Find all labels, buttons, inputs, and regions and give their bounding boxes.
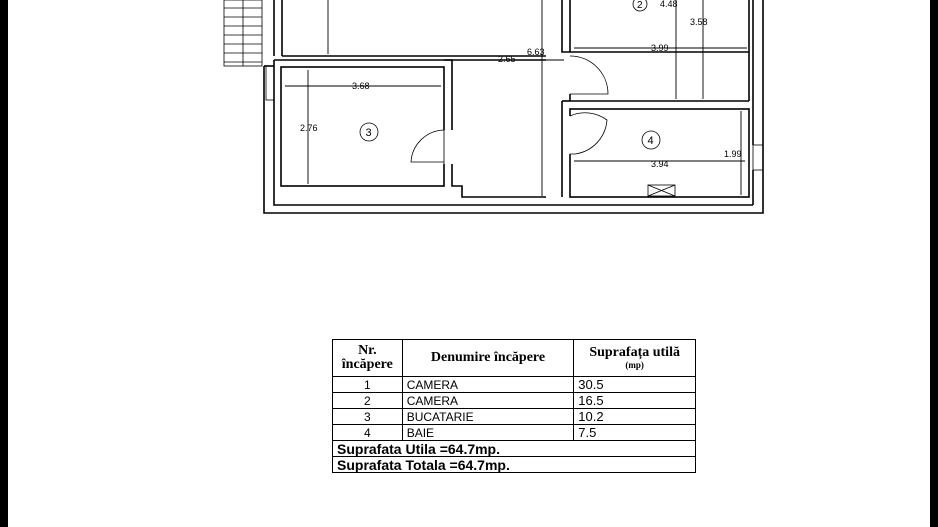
room-4-width-label: 3.94 (651, 159, 669, 169)
total-useful-area: Suprafata Utila =64.7mp. (333, 441, 696, 457)
header-area-unit: (mp) (625, 360, 644, 370)
table-row (333, 409, 696, 425)
room-3-number: 3 (365, 127, 372, 139)
row-name: BUCATARIE (402, 409, 574, 425)
row-number: 4 (333, 425, 403, 441)
total-total-row (333, 457, 696, 473)
room-area-table (332, 339, 696, 473)
header-room-name: Denumire încăpere (402, 340, 574, 377)
row-number: 2 (333, 393, 403, 409)
corridor-length-label: 6.63 (527, 47, 545, 57)
row-area: 30.5 (574, 377, 696, 393)
header-area-label: Suprafața utilă (589, 345, 680, 360)
row-name: CAMERA (402, 393, 574, 409)
outer-walls (264, 0, 763, 213)
row-number: 1 (333, 377, 403, 393)
row-number: 3 (333, 409, 403, 425)
room-3-width-label: 3.68 (352, 81, 370, 91)
staircase (224, 0, 262, 66)
row-area: 16.5 (574, 393, 696, 409)
room-2-height-label: 3.58 (690, 17, 708, 27)
room-1-walls (274, 0, 546, 196)
header-room-area (574, 340, 696, 377)
room-2 (562, 0, 749, 101)
header-room-number-line1: Nr. (358, 343, 377, 358)
room-4 (562, 101, 749, 197)
corridor-width-label: 2.65 (498, 54, 516, 64)
ventilation-icon (648, 185, 675, 196)
room-2-width-b-label: 3.99 (651, 43, 669, 53)
total-useful-row (333, 441, 696, 457)
row-area: 10.2 (574, 409, 696, 425)
room-4-number: 4 (647, 135, 654, 147)
room-2-width-a-label: 4.48 (660, 0, 678, 9)
header-room-number-line2: încăpere (341, 357, 393, 372)
table-row (333, 377, 696, 393)
table-row (333, 425, 696, 441)
table-row (333, 393, 696, 409)
room-3-height-label: 2.76 (300, 123, 318, 133)
total-total-area: Suprafata Totala =64.7mp. (333, 457, 696, 473)
header-room-number (333, 340, 403, 377)
row-name: BAIE (402, 425, 574, 441)
room-4-height-label: 1.99 (724, 149, 742, 159)
room-3 (281, 60, 546, 197)
row-area: 7.5 (574, 425, 696, 441)
table-header-row (333, 340, 696, 377)
room-2-number: 2 (637, 0, 643, 11)
row-name: CAMERA (402, 377, 574, 393)
